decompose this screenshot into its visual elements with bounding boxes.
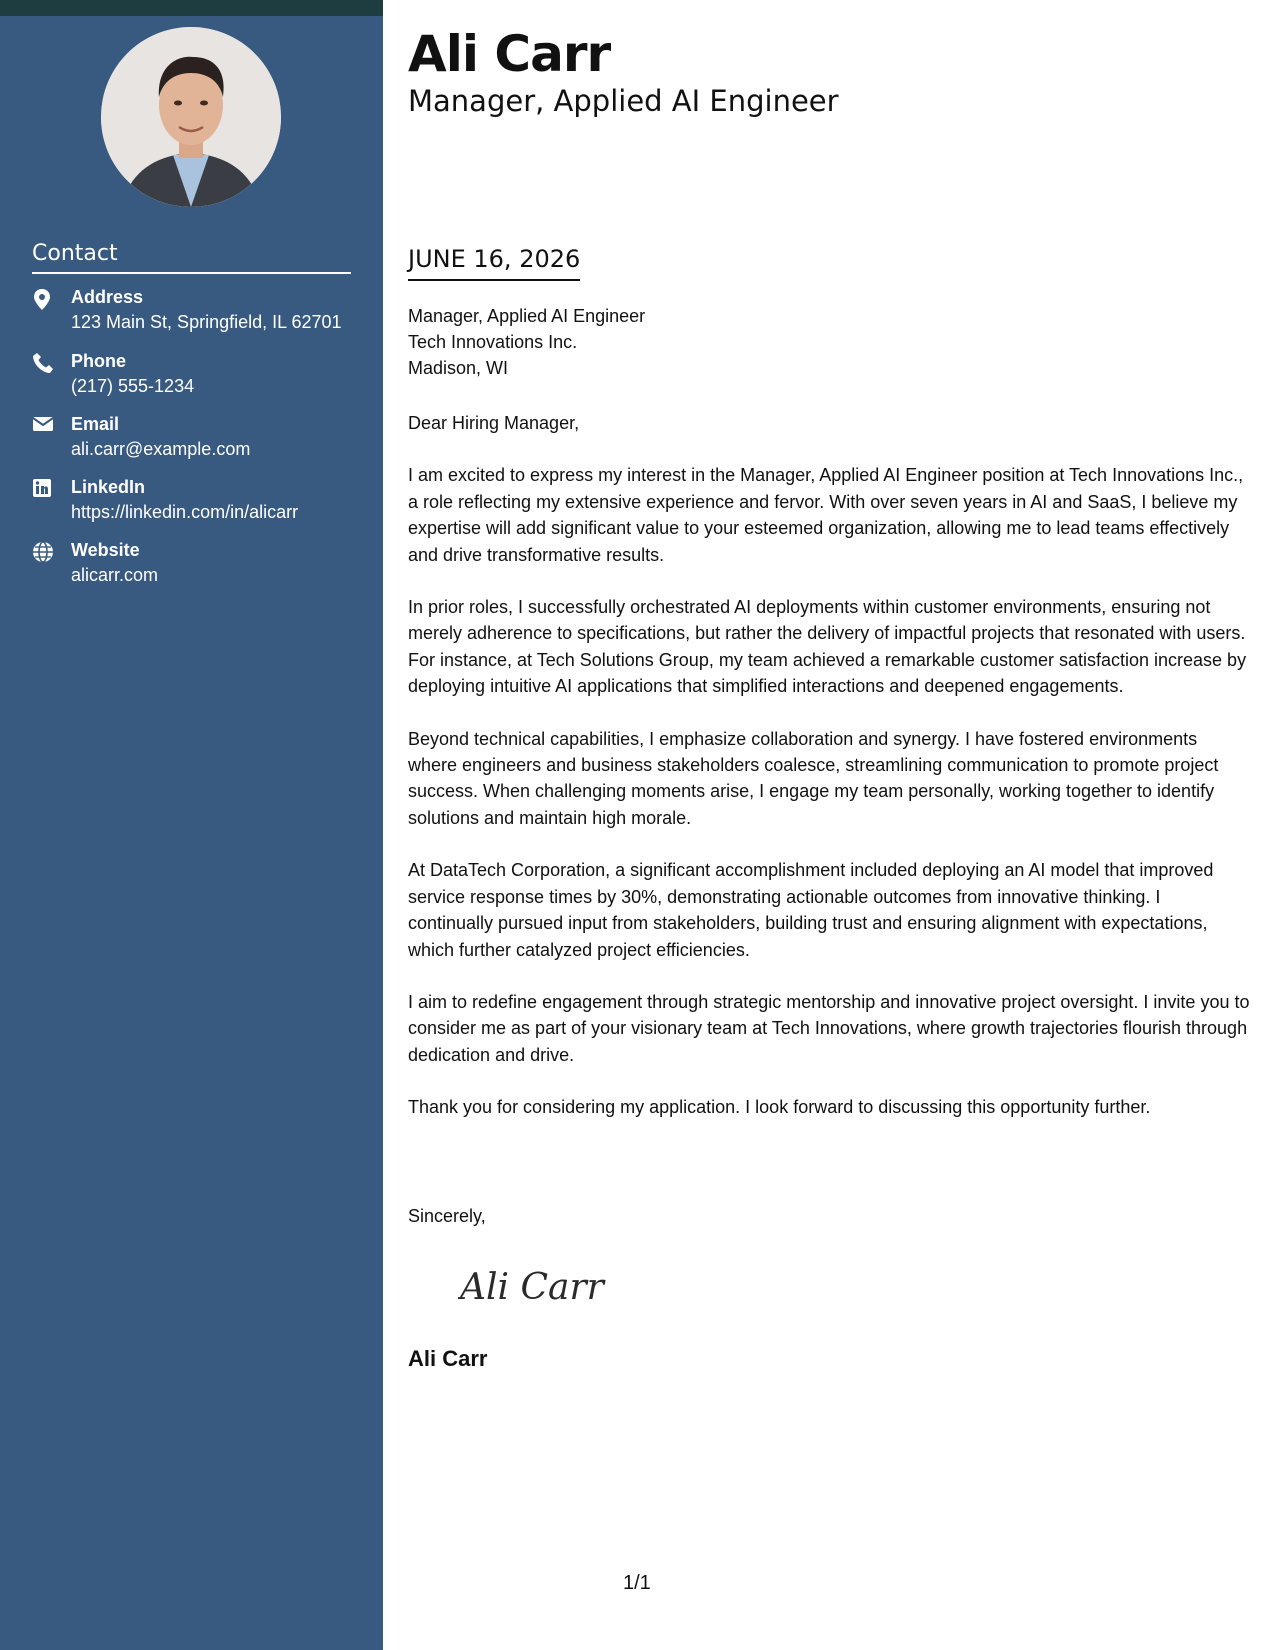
globe-icon <box>32 541 56 565</box>
recipient-company: Tech Innovations Inc. <box>408 332 578 352</box>
map-pin-icon <box>32 288 56 312</box>
linkedin-icon <box>32 478 56 502</box>
address-value: 123 Main St, Springfield, IL 62701 <box>71 312 342 332</box>
letter-date: JUNE 16, 2026 <box>408 243 580 281</box>
contact-item-phone <box>32 350 372 400</box>
body-paragraph: Thank you for considering my application. I look forward to discussing this opportunity further. <box>408 1097 1151 1118</box>
body-paragraph: In prior roles, I successfully orchestrated AI deployments within customer environments, ensuring not merely adherence to specifications, but rather the delivery of impactful projects that resonated with users. For instance, at Tech Solutions Group, my team achieved a remarkable customer satisfaction increase by deploying intuitive AI applications that simplified interactions and deepened engagements. <box>408 597 1247 697</box>
closing: Sincerely, <box>408 1206 486 1226</box>
page-number: 1/1 <box>623 1572 651 1594</box>
avatar <box>101 27 281 207</box>
letter-body <box>408 410 1250 1147</box>
sidebar <box>0 0 383 1650</box>
recipient-block <box>408 303 645 381</box>
applicant-name: Ali Carr <box>408 25 611 83</box>
linkedin-value[interactable]: https://linkedin.com/in/alicarr <box>71 502 299 522</box>
recipient-location: Madison, WI <box>408 358 509 378</box>
website-value[interactable]: alicarr.com <box>71 565 159 585</box>
phone-label: Phone <box>71 351 127 371</box>
signer-name: Ali Carr <box>408 1346 488 1371</box>
sidebar-top-bar <box>0 0 383 16</box>
salutation: Dear Hiring Manager, <box>408 413 580 433</box>
email-value[interactable]: ali.carr@example.com <box>71 439 251 459</box>
email-label: Email <box>71 414 120 434</box>
contact-item-website <box>32 539 372 589</box>
body-paragraph: At DataTech Corporation, a significant accomplishment included deploying an AI model that improved service response times by 30%, demonstrating actionable outcomes from innovative thinking. I continually pursued input from stakeholders, building trust and ensuring alignment with expectations, which further catalyzed project efficiencies. <box>408 860 1214 960</box>
signature-image <box>458 1255 628 1315</box>
contact-heading: Contact <box>32 240 351 274</box>
contact-item-linkedin <box>32 476 372 526</box>
svg-text:Ali Carr: Ali Carr <box>460 1267 604 1308</box>
applicant-title: Manager, Applied AI Engineer <box>408 84 839 118</box>
letter-main <box>408 0 1250 1650</box>
contact-item-address <box>32 286 372 336</box>
linkedin-label: LinkedIn <box>71 477 146 497</box>
address-label: Address <box>71 287 144 307</box>
body-paragraph: I aim to redefine engagement through strategic mentorship and innovative project oversight. I invite you to consider me as part of your visionary team at Tech Innovations, where growth trajectories flourish through dedication and drive. <box>408 991 1250 1065</box>
phone-value: (217) 555-1234 <box>71 376 195 396</box>
phone-icon <box>32 352 56 376</box>
avatar-photo-icon <box>101 27 281 207</box>
recipient-line: Manager, Applied AI Engineer <box>408 306 646 326</box>
envelope-icon <box>32 415 56 439</box>
website-label: Website <box>71 540 140 560</box>
body-paragraph: I am excited to express my interest in the Manager, Applied AI Engineer position at Tech Innovations Inc., a role reflecting my extensive experience and fervor. With over seven years in AI and SaaS, I believe my expertise will add significant value to your esteemed organization, allowing me to lead teams effectively and drive transformative results. <box>408 465 1244 565</box>
contact-item-email <box>32 413 372 463</box>
body-paragraph: Beyond technical capabilities, I emphasize collaboration and synergy. I have fostered environments where engineers and business stakeholders coalesce, streamlining communication to promote project success. When challenging moments arise, I engage my team personally, working together to identify solutions and maintain high morale. <box>408 728 1219 828</box>
